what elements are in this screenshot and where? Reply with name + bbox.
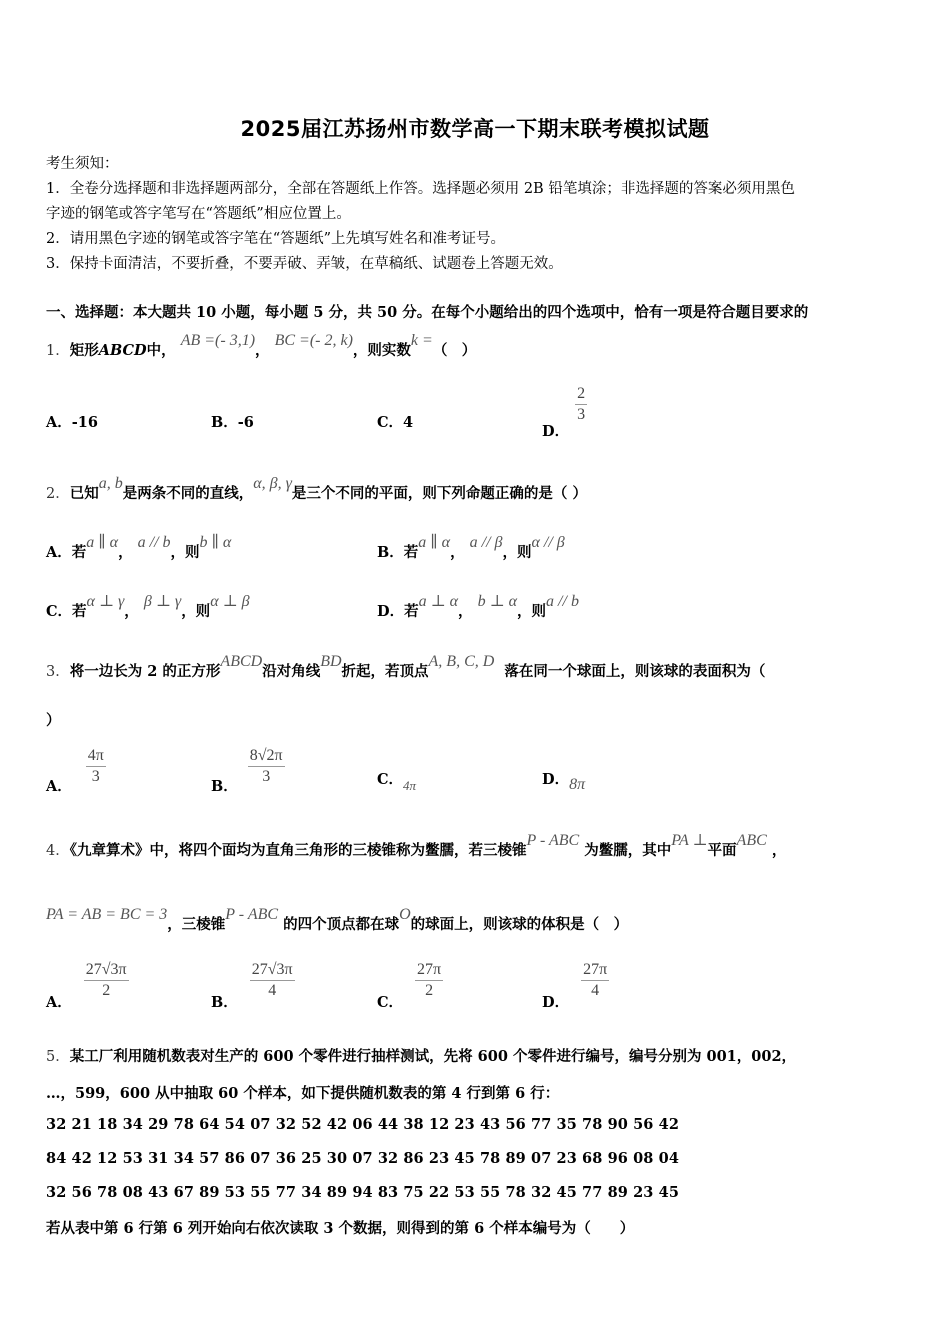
notice-line-2: 2．请用黑色字迹的钢笔或答字笔在“答题纸”上先填写姓名和准考证号。 <box>46 231 506 247</box>
q3-square: ABCD <box>220 653 263 670</box>
q4-sphere-center: O <box>399 906 411 923</box>
question-5-prompt: 若从表中第 6 行第 6 列开始向右依次读取 3 个数据，则得到的第 6 个样本编号为（ ） <box>46 1220 635 1237</box>
q2-option-b[interactable]: B．若a ∥ α， a // β，则α // β <box>377 534 565 561</box>
q1-option-b[interactable]: B．-6 <box>211 414 254 431</box>
q2-planes: α, β, γ <box>253 475 292 492</box>
question-number: 4． <box>46 843 70 859</box>
question-4-stem-2: PA = AB = BC = 3，三棱锥P - ABC 的四个顶点都在球O的球面上，则该球的体积是（ ） <box>46 906 629 933</box>
q3-vertices: A, B, C, D <box>428 653 495 670</box>
q1-text: ， <box>255 342 270 359</box>
question-3-stem: 3．将一边长为 2 的正方形ABCD沿对角线BD折起，若顶点A, B, C, D 落在同一个球面上，则该球的表面积为（ <box>46 653 766 680</box>
question-5-stem-2: …，599，600 从中抽取 60 个样本，如下提供随机数表的第 4 行到第 6 行： <box>46 1085 560 1102</box>
q2-option-a[interactable]: A．若a ∥ α， a // b，则b ∥ α <box>46 534 232 561</box>
question-number: 3． <box>46 664 70 680</box>
random-table-row-4: 32 21 18 34 29 78 64 54 07 32 52 42 06 44 38 12 23 43 56 77 35 78 90 56 42 <box>46 1116 680 1133</box>
question-2-stem: 2．已知a, b是两条不同的直线，α, β, γ是三个不同的平面，则下列命题正确的是（ ） <box>46 475 587 502</box>
q1-k: k = <box>410 332 433 349</box>
q4-equal-lengths: PA = AB = BC = 3 <box>46 906 168 923</box>
question-number: 2． <box>46 486 70 502</box>
q1-rect-name: ABCD <box>98 342 147 359</box>
notice-line-3: 3．保持卡面清洁，不要折叠，不要弄破、弄皱，在草稿纸、试题卷上答题无效。 <box>46 256 563 272</box>
q4-pyramid: P - ABC <box>526 832 580 849</box>
q3-option-b[interactable]: B． $\frac{8√2\pi}{3}$ <box>211 747 283 795</box>
notice-line-1a: 1．全卷分选择题和非选择题两部分，全部在答题纸上作答。选择题必须用 2B 铅笔填涂；非选择题的答案必须用黑色 <box>46 181 795 197</box>
question-4-stem: 4．《九章算术》中，将四个面均为直角三角形的三棱锥称为鳖臑，若三棱锥P - ABC 为鳖臑，其中PA ⊥平面ABC ， <box>46 832 787 859</box>
fraction: $\frac{2}{3}$ <box>577 385 586 423</box>
q4-option-a[interactable]: A． $\frac{27√3\pi}{2}$ <box>46 961 127 1011</box>
q1-blank: （ ） <box>432 342 477 359</box>
q1-text: ，则实数 <box>352 342 411 359</box>
question-number: 5． <box>46 1049 70 1065</box>
page-title: 2025届江苏扬州市数学高一下期末联考模拟试题 <box>240 117 710 141</box>
question-1-stem <box>46 332 477 360</box>
q1-vector-ab: AB =(- 3,1) <box>180 332 256 349</box>
q4-option-b[interactable]: B． $\frac{27√3\pi}{4}$ <box>211 961 293 1011</box>
notice-heading: 考生须知： <box>46 156 119 172</box>
q3-option-a[interactable]: A． $\frac{4\pi}{3}$ <box>46 747 104 795</box>
q4-option-d[interactable]: D． $\frac{27\pi}{4}$ <box>542 961 608 1011</box>
random-table-row-5: 84 42 12 53 31 34 57 86 07 36 25 30 07 32 86 23 45 78 89 07 23 68 96 08 04 <box>46 1150 680 1167</box>
q4-perp: PA ⊥ <box>671 832 708 849</box>
q4-plane: ABC <box>736 832 767 849</box>
q1-option-c[interactable]: C．4 <box>377 414 414 431</box>
question-3-stem-end: ） <box>46 712 61 729</box>
q3-option-c[interactable]: C．4π <box>377 771 417 793</box>
q1-text: 中， <box>146 342 176 359</box>
q3-option-d[interactable]: D．8π <box>542 771 586 793</box>
q1-option-a[interactable]: A．-16 <box>46 414 98 431</box>
q3-diagonal: BD <box>320 653 342 670</box>
q2-lines: a, b <box>98 475 123 492</box>
section-heading: 一、选择题：本大题共 10 小题，每小题 5 分，共 50 分。在每个小题给出的四个选项中，恰有一项是符合题目要求的 <box>46 304 809 321</box>
q4-option-c[interactable]: C． $\frac{27\pi}{2}$ <box>377 961 442 1011</box>
random-table-row-6: 32 56 78 08 43 67 89 53 55 77 34 89 94 83 75 22 53 55 78 32 45 77 89 23 45 <box>46 1184 680 1201</box>
q2-option-c[interactable]: C．若α ⊥ γ， β ⊥ γ，则α ⊥ β <box>46 593 250 620</box>
notice-line-1b: 字迹的钢笔或答字笔写在“答题纸”相应位置上。 <box>46 206 351 222</box>
question-5-stem: 5．某工厂利用随机数表对生产的 600 个零件进行抽样测试，先将 600 个零件进行编号，编号分别为 001，002， <box>46 1048 797 1065</box>
question-number: 1． <box>46 343 70 359</box>
q2-option-d[interactable]: D．若a ⊥ α， b ⊥ α，则a // b <box>377 593 579 620</box>
q1-vector-bc: BC =(- 2, k) <box>274 332 353 349</box>
q1-option-d[interactable]: D． $\frac{2}{3}$ <box>542 385 586 440</box>
q4-pyramid: P - ABC <box>225 906 279 923</box>
q1-text: 矩形 <box>69 342 99 359</box>
